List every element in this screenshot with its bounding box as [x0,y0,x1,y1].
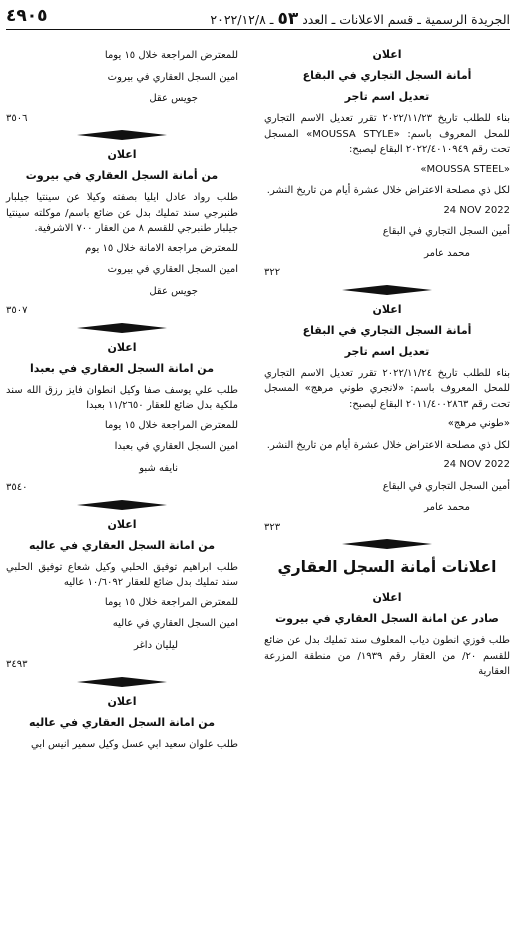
divider-ornament [77,323,167,333]
notice-real-estate-beirut-2 [6,146,238,319]
signer-name: نايفه شبو [139,462,178,474]
notice-number: ٣٥٠٧ [6,305,28,317]
notice-date: 24 NOV 2022 [443,204,510,216]
new-trade-name: «طوني مرهج» [447,418,510,430]
notice-heading: اعلان [107,340,137,354]
notice-body: طلب ابراهيم توفيق الحلبي وكيل شعاع توفيق الحلبي سند تمليك بدل ضائع للعقار ١٠/٦٠٩٢ عاليه [6,561,238,589]
new-trade-name: «MOUSSA STEEL» [420,163,510,175]
notice-real-estate-beirut [264,589,510,680]
objection-text: للمعترض المراجعة خلال ١٥ يوما [104,50,238,61]
page-header [6,6,510,30]
signer-title: امين السجل العقاري في بيروت [107,71,238,83]
page-number: ٤٩٠٥ [6,6,48,26]
header-title [210,9,510,29]
signer-name: ليليان داغر [134,639,178,651]
divider-ornament [77,677,167,687]
notice-heading: اعلان [107,148,137,161]
notice-body: بناء للطلب تاريخ ٢٠٢٢/١١/٢٣ تقرر تعديل الاسم التجاري للمحل المعروف باسم: «MOUSSA STYLE» المسجل تحت رقم ٢٠٢٢/٤٠١٠٩٤٩ البقاع ليصبح: [264,113,510,156]
header-title-prefix: الجريدة الرسمية ـ قسم الاعلانات ـ العدد [302,12,510,27]
notice-real-estate-baabda [6,339,238,496]
divider-ornament [342,285,432,295]
objection-text: للمعترض المراجعة خلال ١٥ يوما [104,419,238,431]
notice-subject: تعديل اسم تاجر [344,344,430,358]
notice-authority: صادر عن امانة السجل العقاري في بيروت [275,612,499,626]
notice-authority: من امانة السجل العقاري في بعبدا [29,361,215,375]
divider-ornament [77,130,167,140]
signer-title: امين السجل العقاري في بعبدا [114,441,238,453]
notice-real-estate-aley [6,516,238,673]
notice-body: طلب علي يوسف صفا وكيل انطوان فايز رزق الله سند ملكية بدل ضائع للعقار ١١/٢٦٥٠ بعبدا [6,384,238,412]
signer-title: أمين السجل التجاري في البقاع [382,226,510,238]
signer-name: محمد عامر [424,247,470,259]
notice-authority: أمانة السجل التجاري في البقاع [302,69,472,83]
objection-text: لكل ذي مصلحة الاعتراض خلال عشرة أيام من تاريخ النشر. [266,185,510,197]
notice-number: ٣٢٣ [264,521,281,533]
section-title: اعلانات أمانة السجل العقاري [277,558,497,577]
notice-heading: اعلان [107,694,137,708]
divider-ornament [77,500,167,510]
notice-number: ٣٥٤٠ [6,482,28,494]
divider-ornament [342,539,432,549]
signer-name: جويس عقل [149,93,198,104]
objection-text: لكل ذي مصلحة الاعتراض خلال عشرة أيام من تاريخ النشر. [266,439,510,451]
notice-body: بناء للطلب تاريخ ٢٠٢٢/١١/٢٤ تقرر تعديل الاسم التجاري للمحل المعروف باسم: «لانجري طوني مرهج» المسجل تحت رقم ٢٠١١/٤٠٠٢٨٦٣ البقاع ليصبح: [264,367,510,410]
notice-number: ٣٥٠٦ [6,112,28,124]
notice-real-estate-aley-2 [6,693,238,753]
signer-title: أمين السجل التجاري في البقاع [382,480,510,492]
notice-heading: اعلان [372,591,402,605]
notice-subject: تعديل اسم تاجر [344,90,430,104]
notice-body: طلب رواد عادل ايليا بصفته وكيلا عن سينتيا جيلبار طنبرجي سند تمليك بدل عن ضائع باسم/ موكلته سينتيا جيلبار طنبرجي للقسم ٨ من العقار ٧٠٠ الاشرفية. [6,192,238,235]
notice-body: طلب علوان سعيد ابي عسل وكيل سمير انيس ابي [30,738,238,750]
notice-number: ٣٢٢ [264,267,281,279]
notice-authority: من امانة السجل العقاري في عاليه [28,715,216,729]
signer-name: جويس عقل [149,285,198,297]
notice-continuation [6,48,238,126]
notice-heading: اعلان [372,48,402,61]
signer-title: امين السجل العقاري في عاليه [112,618,238,630]
notice-authority: من امانة السجل العقاري في عاليه [28,538,216,552]
notice-authority: من أمانة السجل العقاري في بيروت [25,169,219,183]
issue-number: ٥٣ [277,9,299,29]
signer-title: امين السجل العقاري في بيروت [107,264,238,276]
notice-authority: أمانة السجل التجاري في البقاع [302,323,472,337]
header-title-suffix: ـ ٢٠٢٢/١٢/٨ [210,12,274,27]
objection-text: للمعترض المراجعة خلال ١٥ يوما [104,596,238,608]
objection-text: للمعترض مراجعة الامانة خلال ١٥ يوم [85,242,238,254]
right-column [264,40,510,684]
notice-number: ٣٤٩٣ [6,659,28,671]
notice-heading: اعلان [372,302,402,316]
left-column [6,48,238,756]
notice-commercial-2 [264,301,510,536]
signer-name: محمد عامر [424,502,470,514]
notice-body: طلب فوزي انطون دياب المعلوف سند تمليك بدل عن ضائع للقسم ٢٠/ من العقار رقم ١٩٣٩/ من منطقة المزرعة العقارية [264,635,511,678]
notice-commercial-1 [264,46,510,281]
notice-date: 24 NOV 2022 [443,459,510,471]
notice-heading: اعلان [107,517,137,531]
